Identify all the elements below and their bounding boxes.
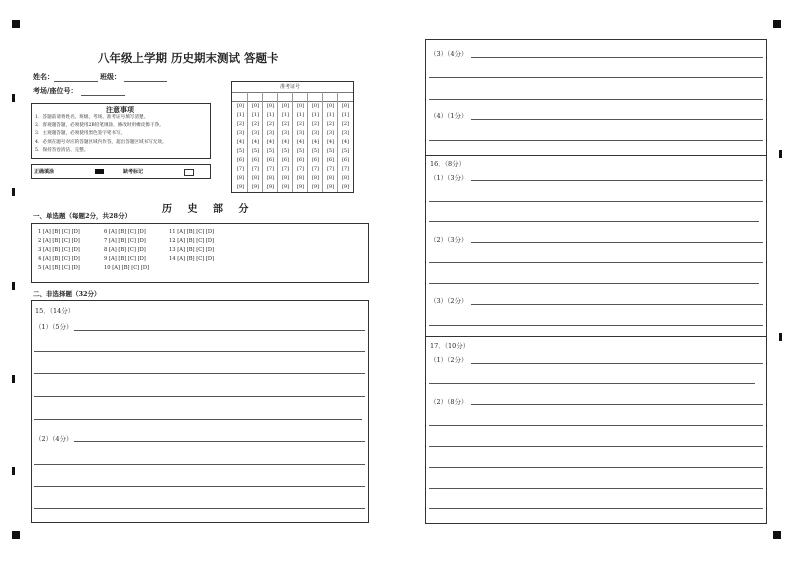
exam-id-digit-column bbox=[310, 102, 321, 192]
exam-id-digit-bubble[interactable]: [9] bbox=[341, 184, 350, 190]
answer-line[interactable] bbox=[429, 77, 763, 78]
answer-line[interactable] bbox=[471, 119, 763, 120]
exam-id-digit-bubble[interactable]: [4] bbox=[326, 139, 335, 145]
timing-mark bbox=[779, 333, 782, 341]
exam-id-digit-bubble[interactable]: [7] bbox=[281, 166, 290, 172]
exam-id-digit-bubble[interactable]: [4] bbox=[281, 139, 290, 145]
exam-id-digit-bubble[interactable]: [4] bbox=[236, 139, 245, 145]
part2-heading: 二、非选择题（32分） bbox=[33, 290, 101, 298]
exam-id-digit-bubble[interactable]: [6] bbox=[296, 157, 305, 163]
room-label: 考场/座位号： bbox=[33, 86, 78, 95]
mc-question[interactable]: 9 [A] [B] [C] [D] bbox=[104, 256, 146, 262]
exam-id-digit-bubble[interactable]: [6] bbox=[341, 157, 350, 163]
timing-mark bbox=[12, 282, 15, 290]
mc-question[interactable]: 13 [A] [B] [C] [D] bbox=[169, 247, 215, 253]
divider bbox=[307, 92, 308, 192]
answer-line[interactable] bbox=[429, 446, 763, 447]
mc-question[interactable]: 2 [A] [B] [C] [D] bbox=[38, 238, 80, 244]
class-field[interactable] bbox=[124, 81, 167, 82]
registration-mark-bottom-right bbox=[773, 531, 781, 539]
mc-question[interactable]: 7 [A] [B] [C] [D] bbox=[104, 238, 146, 244]
exam-id-digit-bubble[interactable]: [7] bbox=[251, 166, 260, 172]
divider bbox=[322, 92, 323, 192]
answer-line[interactable] bbox=[34, 396, 365, 397]
exam-id-digit-bubble[interactable]: [4] bbox=[341, 139, 350, 145]
fill-example-box bbox=[31, 164, 211, 179]
q17-title: 17．（10分） bbox=[430, 342, 470, 350]
q16-answer-area bbox=[425, 155, 767, 336]
exam-id-digit-bubble[interactable]: [3] bbox=[341, 130, 350, 136]
registration-mark-top-right bbox=[773, 20, 781, 28]
exam-id-digit-bubble[interactable]: [9] bbox=[296, 184, 305, 190]
exam-id-digit-bubble[interactable]: [3] bbox=[281, 130, 290, 136]
absent-mark-label: 缺考标记 bbox=[123, 169, 144, 175]
answer-line[interactable] bbox=[429, 140, 763, 141]
answer-line[interactable] bbox=[34, 464, 365, 465]
divider bbox=[292, 92, 293, 192]
exam-id-digit-bubble[interactable]: [2] bbox=[251, 121, 260, 127]
exam-id-digit-bubble[interactable]: [2] bbox=[296, 121, 305, 127]
answer-line[interactable] bbox=[471, 304, 763, 305]
name-label: 姓名： bbox=[33, 72, 54, 81]
exam-id-digit-bubble[interactable]: [0] bbox=[236, 103, 245, 109]
answer-line[interactable] bbox=[429, 262, 763, 263]
notice-line: 2．客观题答题，必须使用2B铅笔填涂，修改时用橡皮擦干净。 bbox=[35, 123, 164, 129]
answer-line[interactable] bbox=[34, 419, 362, 420]
mc-question[interactable]: 4 [A] [B] [C] [D] bbox=[38, 256, 80, 262]
q15-answer-box bbox=[31, 300, 369, 523]
timing-mark bbox=[12, 94, 15, 102]
exam-id-digit-bubble[interactable]: [6] bbox=[326, 157, 335, 163]
mc-question[interactable]: 11 [A] [B] [C] [D] bbox=[169, 229, 215, 235]
exam-id-digit-bubble[interactable]: [0] bbox=[326, 103, 335, 109]
exam-id-digit-bubble[interactable]: [8] bbox=[281, 175, 290, 181]
exam-id-grid bbox=[231, 81, 354, 193]
exam-id-digit-column bbox=[325, 102, 336, 192]
exam-id-digit-bubble[interactable]: [9] bbox=[311, 184, 320, 190]
part1-heading: 一、单选题（每题2分，共28分） bbox=[33, 212, 132, 220]
exam-id-digit-bubble[interactable]: [8] bbox=[326, 175, 335, 181]
correct-fill-label: 正确填涂 bbox=[34, 169, 55, 175]
answer-line[interactable] bbox=[471, 404, 763, 405]
answer-line[interactable] bbox=[471, 180, 763, 181]
exam-id-digit-bubble[interactable]: [1] bbox=[281, 112, 290, 118]
answer-line[interactable] bbox=[429, 283, 759, 284]
exam-id-digit-bubble[interactable]: [5] bbox=[281, 148, 290, 154]
exam-id-digit-bubble[interactable]: [1] bbox=[296, 112, 305, 118]
exam-id-digit-bubble[interactable]: [2] bbox=[326, 121, 335, 127]
q15-continuation bbox=[425, 39, 767, 155]
q15-sub1-label: （1）（5分） bbox=[35, 323, 73, 331]
exam-id-digit-bubble[interactable]: [2] bbox=[311, 121, 320, 127]
answer-line[interactable] bbox=[34, 486, 365, 487]
exam-id-digit-bubble[interactable]: [8] bbox=[266, 175, 275, 181]
answer-line[interactable] bbox=[74, 330, 365, 331]
exam-id-digit-bubble[interactable]: [1] bbox=[326, 112, 335, 118]
exam-id-digit-bubble[interactable]: [4] bbox=[296, 139, 305, 145]
answer-line[interactable] bbox=[471, 57, 763, 58]
notice-box bbox=[31, 103, 211, 159]
answer-line[interactable] bbox=[429, 325, 763, 326]
exam-id-digit-bubble[interactable]: [7] bbox=[266, 166, 275, 172]
exam-id-digit-bubble[interactable]: [0] bbox=[311, 103, 320, 109]
exam-id-digit-bubble[interactable]: [4] bbox=[311, 139, 320, 145]
notice-line: 1．答题前请将姓名、班级、考场、准考证号填写清楚。 bbox=[35, 115, 149, 120]
q16-sub2-label: （2）（3分） bbox=[430, 236, 468, 244]
exam-id-digit-bubble[interactable]: [5] bbox=[251, 148, 260, 154]
exam-id-digit-bubble[interactable]: [9] bbox=[281, 184, 290, 190]
exam-id-digit-column bbox=[295, 102, 306, 192]
q15-sub4-label: （4）（1分） bbox=[430, 112, 468, 120]
q16-sub3-label: （3）（2分） bbox=[430, 297, 468, 305]
answer-line[interactable] bbox=[429, 488, 763, 489]
exam-id-digit-bubble[interactable]: [5] bbox=[266, 148, 275, 154]
section-heading: 历 史 部 分 bbox=[162, 204, 255, 215]
timing-mark bbox=[779, 150, 782, 158]
answer-line[interactable] bbox=[429, 383, 755, 384]
exam-id-digit-bubble[interactable]: [1] bbox=[341, 112, 350, 118]
q17-answer-area bbox=[425, 336, 767, 524]
absent-mark-checkbox[interactable] bbox=[184, 169, 194, 176]
multiple-choice-box bbox=[31, 223, 369, 283]
answer-line[interactable] bbox=[429, 201, 763, 202]
answer-line[interactable] bbox=[471, 242, 763, 243]
registration-mark-bottom-left bbox=[12, 531, 20, 539]
divider bbox=[247, 92, 248, 192]
exam-id-digit-bubble[interactable]: [0] bbox=[341, 103, 350, 109]
q16-title: 16．（8分） bbox=[430, 160, 466, 168]
exam-id-digit-bubble[interactable]: [3] bbox=[326, 130, 335, 136]
answer-line[interactable] bbox=[429, 99, 763, 100]
name-field[interactable] bbox=[54, 81, 98, 82]
exam-id-digit-bubble[interactable]: [8] bbox=[296, 175, 305, 181]
mc-question[interactable]: 14 [A] [B] [C] [D] bbox=[169, 256, 215, 262]
answer-line[interactable] bbox=[34, 351, 365, 352]
notice-line: 4．必须在题号对应的答题区域内作答，超出答题区域书写无效。 bbox=[35, 139, 167, 145]
notice-lines bbox=[35, 114, 167, 155]
exam-id-digit-bubble[interactable]: [0] bbox=[251, 103, 260, 109]
answer-line[interactable] bbox=[429, 508, 763, 509]
q15-sub3-label: （3）（4分） bbox=[430, 50, 468, 58]
mc-question[interactable]: 8 [A] [B] [C] [D] bbox=[104, 247, 146, 253]
registration-mark-top-left bbox=[12, 20, 20, 28]
exam-id-digit-bubble[interactable]: [2] bbox=[236, 121, 245, 127]
q17-sub2-label: （2）（8分） bbox=[430, 398, 468, 406]
exam-id-digit-bubble[interactable]: [6] bbox=[281, 157, 290, 163]
q17-sub1-label: （1）（2分） bbox=[430, 356, 468, 364]
exam-id-digit-bubble[interactable]: [6] bbox=[311, 157, 320, 163]
exam-id-digit-bubble[interactable]: [7] bbox=[296, 166, 305, 172]
exam-id-digit-bubble[interactable]: [1] bbox=[251, 112, 260, 118]
exam-id-digit-bubble[interactable]: [2] bbox=[266, 121, 275, 127]
class-label: 班级： bbox=[100, 72, 121, 81]
room-field[interactable] bbox=[81, 95, 125, 96]
exam-id-digit-bubble[interactable]: [9] bbox=[251, 184, 260, 190]
exam-id-digit-column bbox=[235, 102, 246, 192]
exam-id-digit-bubble[interactable]: [9] bbox=[236, 184, 245, 190]
divider bbox=[277, 92, 278, 192]
exam-id-digit-bubble[interactable]: [5] bbox=[236, 148, 245, 154]
q15-title: 15．（14分） bbox=[35, 307, 75, 315]
correct-fill-sample bbox=[95, 169, 104, 174]
exam-id-digit-bubble[interactable]: [0] bbox=[296, 103, 305, 109]
exam-id-digit-bubble[interactable]: [1] bbox=[311, 112, 320, 118]
exam-id-digit-bubble[interactable]: [5] bbox=[326, 148, 335, 154]
answer-line[interactable] bbox=[429, 425, 763, 426]
answer-line[interactable] bbox=[34, 508, 365, 509]
exam-id-title: 准考证号 bbox=[280, 84, 301, 90]
exam-id-digit-column bbox=[280, 102, 291, 192]
divider bbox=[262, 92, 263, 192]
mc-question[interactable]: 12 [A] [B] [C] [D] bbox=[169, 238, 215, 244]
mc-question[interactable]: 10 [A] [B] [C] [D] bbox=[104, 265, 150, 271]
answer-line[interactable] bbox=[429, 467, 763, 468]
exam-id-digit-bubble[interactable]: [7] bbox=[341, 166, 350, 172]
exam-id-digit-column bbox=[250, 102, 261, 192]
exam-id-digit-bubble[interactable]: [4] bbox=[266, 139, 275, 145]
exam-id-digit-bubble[interactable]: [3] bbox=[296, 130, 305, 136]
exam-id-digit-bubble[interactable]: [8] bbox=[311, 175, 320, 181]
exam-id-digit-bubble[interactable]: [0] bbox=[281, 103, 290, 109]
mc-question[interactable]: 6 [A] [B] [C] [D] bbox=[104, 229, 146, 235]
exam-id-digit-bubble[interactable]: [3] bbox=[236, 130, 245, 136]
exam-id-digit-bubble[interactable]: [3] bbox=[266, 130, 275, 136]
q15-sub2-label: （2）（4分） bbox=[35, 435, 73, 443]
page-title: 八年级上学期 历史期末测试 答题卡 bbox=[98, 51, 279, 65]
answer-line[interactable] bbox=[34, 373, 365, 374]
exam-id-digit-bubble[interactable]: [9] bbox=[266, 184, 275, 190]
exam-id-digit-bubble[interactable]: [5] bbox=[296, 148, 305, 154]
mc-question[interactable]: 5 [A] [B] [C] [D] bbox=[38, 265, 80, 271]
notice-title: 注意事项 bbox=[106, 105, 134, 114]
answer-line[interactable] bbox=[429, 221, 759, 222]
exam-id-digit-bubble[interactable]: [7] bbox=[311, 166, 320, 172]
exam-id-digit-bubble[interactable]: [5] bbox=[311, 148, 320, 154]
exam-id-digit-bubble[interactable]: [9] bbox=[326, 184, 335, 190]
exam-id-digit-bubble[interactable]: [1] bbox=[236, 112, 245, 118]
timing-mark bbox=[12, 375, 15, 383]
mc-question[interactable]: 1 [A] [B] [C] [D] bbox=[38, 229, 80, 235]
exam-id-digit-bubble[interactable]: [1] bbox=[266, 112, 275, 118]
exam-id-digit-bubble[interactable]: [8] bbox=[341, 175, 350, 181]
exam-id-digit-bubble[interactable]: [6] bbox=[236, 157, 245, 163]
timing-mark bbox=[12, 188, 15, 196]
exam-id-digit-bubble[interactable]: [4] bbox=[251, 139, 260, 145]
q16-sub1-label: （1）（3分） bbox=[430, 174, 468, 182]
exam-id-digit-bubble[interactable]: [6] bbox=[266, 157, 275, 163]
exam-id-digit-bubble[interactable]: [2] bbox=[341, 121, 350, 127]
exam-id-digit-bubble[interactable]: [3] bbox=[251, 130, 260, 136]
exam-id-digit-bubble[interactable]: [7] bbox=[326, 166, 335, 172]
exam-id-digit-bubble[interactable]: [7] bbox=[236, 166, 245, 172]
mc-question[interactable]: 3 [A] [B] [C] [D] bbox=[38, 247, 80, 253]
exam-id-digit-bubble[interactable]: [5] bbox=[341, 148, 350, 154]
notice-line: 3．主观题答题，必须使用黑色签字笔书写。 bbox=[35, 131, 126, 137]
exam-id-digit-column bbox=[265, 102, 276, 192]
exam-id-digit-bubble[interactable]: [0] bbox=[266, 103, 275, 109]
exam-id-digit-column bbox=[340, 102, 351, 192]
answer-line[interactable] bbox=[74, 441, 365, 442]
exam-id-digit-bubble[interactable]: [8] bbox=[236, 175, 245, 181]
exam-id-digit-bubble[interactable]: [2] bbox=[281, 121, 290, 127]
timing-mark bbox=[12, 467, 15, 475]
answer-line[interactable] bbox=[471, 363, 763, 364]
notice-line: 5．保持答卷清洁、完整。 bbox=[35, 147, 89, 153]
exam-id-digit-bubble[interactable]: [6] bbox=[251, 157, 260, 163]
divider bbox=[337, 92, 338, 192]
exam-id-digit-bubble[interactable]: [8] bbox=[251, 175, 260, 181]
exam-id-digit-bubble[interactable]: [3] bbox=[311, 130, 320, 136]
